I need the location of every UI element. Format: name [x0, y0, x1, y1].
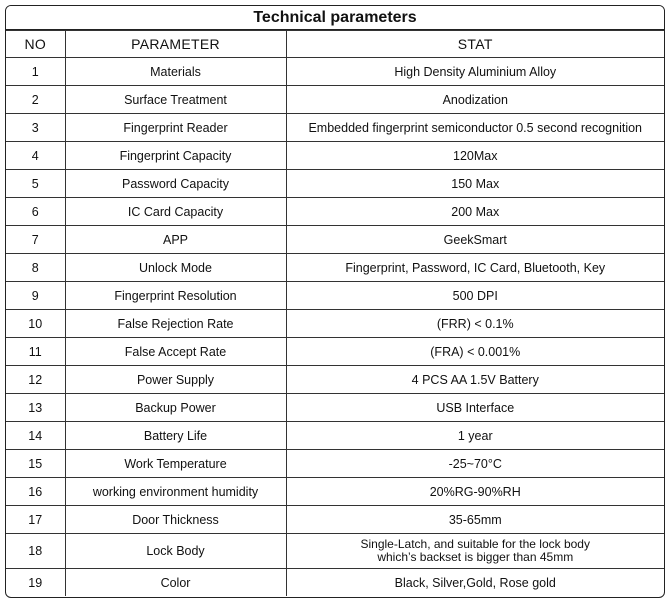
row-stat: 200 Max [286, 198, 664, 226]
table-body [6, 58, 664, 597]
parameters-table [6, 30, 664, 596]
row-no: 5 [6, 170, 65, 198]
row-no: 8 [6, 254, 65, 282]
row-stat: (FRA) < 0.001% [286, 338, 664, 366]
header-parameter: PARAMETER [65, 31, 286, 58]
row-stat: Embedded fingerprint semiconductor 0.5 second recognition [286, 114, 664, 142]
table-row [6, 338, 664, 366]
row-no: 13 [6, 394, 65, 422]
row-stat [286, 534, 664, 569]
row-parameter: working environment humidity [65, 478, 286, 506]
row-no: 7 [6, 226, 65, 254]
row-stat: 4 PCS AA 1.5V Battery [286, 366, 664, 394]
table-row [6, 478, 664, 506]
row-stat: -25~70°C [286, 450, 664, 478]
row-parameter: Color [65, 569, 286, 597]
row-no: 2 [6, 86, 65, 114]
table-row [6, 534, 664, 569]
table-row [6, 422, 664, 450]
row-parameter: APP [65, 226, 286, 254]
table-row [6, 506, 664, 534]
row-no: 18 [6, 534, 65, 569]
row-parameter: Power Supply [65, 366, 286, 394]
table-row [6, 142, 664, 170]
row-parameter: Materials [65, 58, 286, 86]
table-row [6, 310, 664, 338]
table-row [6, 58, 664, 86]
row-parameter: Fingerprint Reader [65, 114, 286, 142]
header-stat: STAT [286, 31, 664, 58]
row-parameter: Work Temperature [65, 450, 286, 478]
row-stat: Anodization [286, 86, 664, 114]
row-stat: 150 Max [286, 170, 664, 198]
row-stat: Black, Silver,Gold, Rose gold [286, 569, 664, 597]
row-parameter: Fingerprint Resolution [65, 282, 286, 310]
header-no: NO [6, 31, 65, 58]
row-parameter: Battery Life [65, 422, 286, 450]
row-parameter: Unlock Mode [65, 254, 286, 282]
header-row [6, 31, 664, 58]
row-stat: USB Interface [286, 394, 664, 422]
row-stat: GeekSmart [286, 226, 664, 254]
row-parameter: False Accept Rate [65, 338, 286, 366]
row-stat: (FRR) < 0.1% [286, 310, 664, 338]
row-stat: 500 DPI [286, 282, 664, 310]
row-stat: 1 year [286, 422, 664, 450]
row-no: 14 [6, 422, 65, 450]
row-no: 3 [6, 114, 65, 142]
parameters-table-card [5, 5, 665, 598]
row-no: 16 [6, 478, 65, 506]
row-stat: Fingerprint, Password, IC Card, Bluetooth, Key [286, 254, 664, 282]
row-no: 10 [6, 310, 65, 338]
row-stat: 35-65mm [286, 506, 664, 534]
row-no: 6 [6, 198, 65, 226]
row-stat: 120Max [286, 142, 664, 170]
row-parameter: IC Card Capacity [65, 198, 286, 226]
row-parameter: Lock Body [65, 534, 286, 569]
row-no: 9 [6, 282, 65, 310]
row-stat-line1: Single-Latch, and suitable for the lock body [360, 537, 590, 551]
row-parameter: Surface Treatment [65, 86, 286, 114]
row-stat: High Density Aluminium Alloy [286, 58, 664, 86]
row-parameter: False Rejection Rate [65, 310, 286, 338]
row-parameter: Door Thickness [65, 506, 286, 534]
row-stat-line2: which’s backset is bigger than 45mm [377, 550, 574, 564]
table-row [6, 569, 664, 597]
table-row [6, 450, 664, 478]
row-no: 12 [6, 366, 65, 394]
table-row [6, 394, 664, 422]
table-row [6, 198, 664, 226]
row-no: 17 [6, 506, 65, 534]
row-parameter: Backup Power [65, 394, 286, 422]
row-no: 4 [6, 142, 65, 170]
row-no: 19 [6, 569, 65, 597]
table-row [6, 114, 664, 142]
table-row [6, 366, 664, 394]
table-row [6, 226, 664, 254]
table-row [6, 282, 664, 310]
table-title: Technical parameters [6, 6, 664, 30]
row-parameter: Password Capacity [65, 170, 286, 198]
row-parameter: Fingerprint Capacity [65, 142, 286, 170]
row-stat: 20%RG-90%RH [286, 478, 664, 506]
table-row [6, 86, 664, 114]
row-no: 1 [6, 58, 65, 86]
table-row [6, 254, 664, 282]
row-no: 15 [6, 450, 65, 478]
table-row [6, 170, 664, 198]
row-no: 11 [6, 338, 65, 366]
